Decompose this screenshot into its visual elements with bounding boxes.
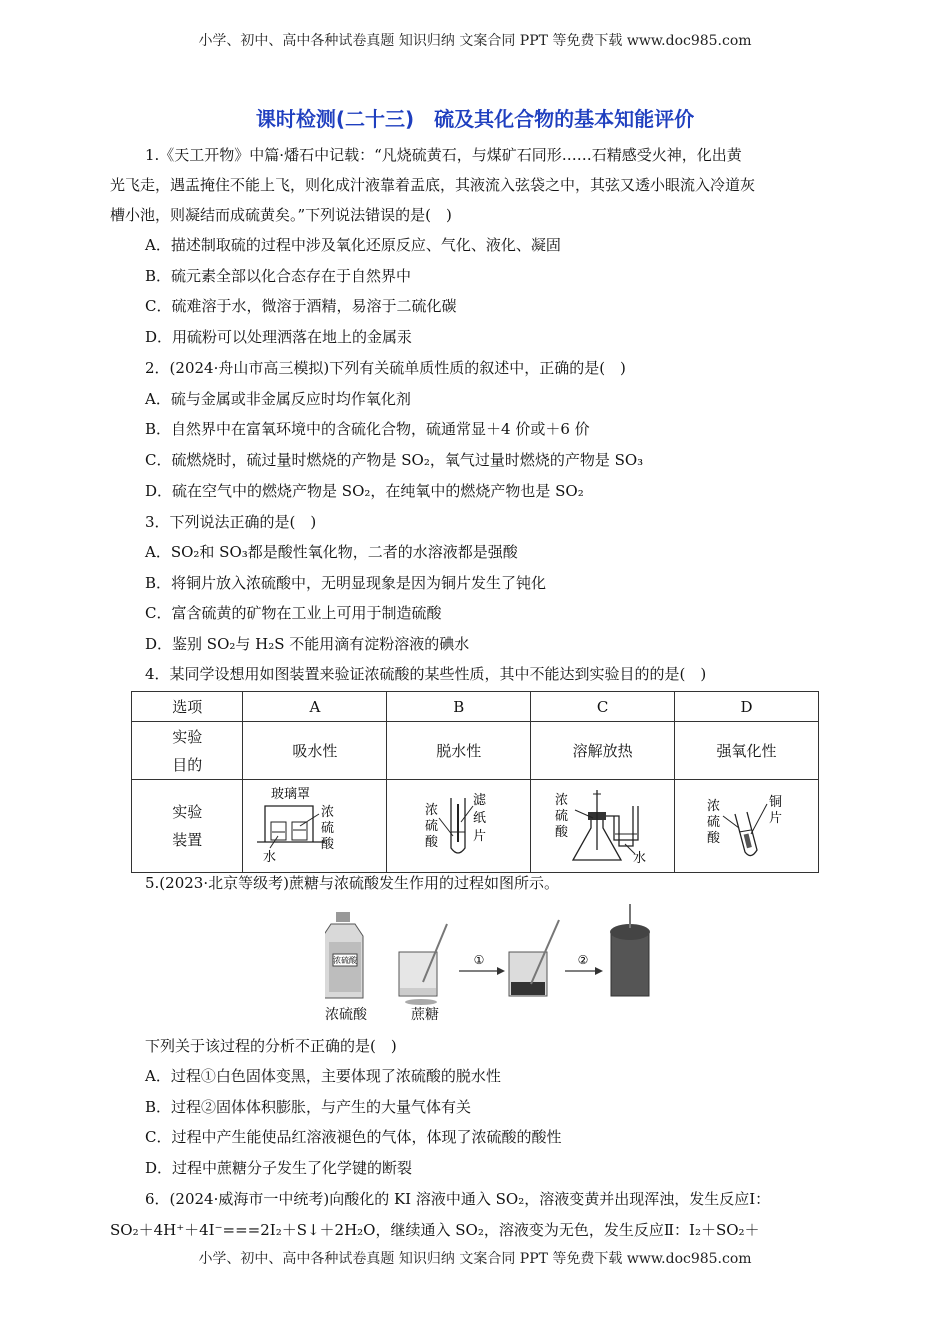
- device-cell-d: [675, 780, 819, 873]
- apparatus-b-diagram: [389, 780, 529, 868]
- apparatus-a-cover-label: 玻璃罩: [270, 787, 310, 802]
- apparatus-b-acid-label-2: 硫: [424, 819, 438, 834]
- apparatus-b-paper-label-3: 片: [472, 829, 486, 844]
- q6-line-1: 6．(2024·威海市一中统考)向酸化的 KI 溶液中通入 SO₂，溶液变黄并出现浑浊，发生反应Ⅰ：: [145, 1190, 771, 1208]
- row-label-line: 实验: [172, 803, 203, 821]
- apparatus-b-acid-label-3: 酸: [424, 835, 438, 850]
- table-row-device: [132, 780, 819, 873]
- q5-option-b: B．过程②固体体积膨胀，与产生的大量气体有关: [145, 1098, 472, 1116]
- q3-stem: 3．下列说法正确的是( ): [145, 513, 317, 531]
- table-row-purpose: [132, 722, 819, 780]
- caption-acid: 浓硫酸: [325, 1007, 367, 1023]
- page-title: 课时检测(二十三) 硫及其化合物的基本知能评价: [255, 107, 695, 131]
- apparatus-d-acid-label-2: 硫: [706, 815, 720, 830]
- apparatus-d-copper-label-1: 铜: [768, 795, 782, 810]
- q1-option-a: A．描述制取硫的过程中涉及氧化还原反应、气化、液化、凝固: [145, 236, 561, 254]
- step-1-label: ①: [473, 953, 485, 967]
- q5-stem: 5.(2023·北京等级考)蔗糖与浓硫酸发生作用的过程如图所示。: [145, 874, 559, 892]
- q5-option-a: A．过程①白色固体变黑，主要体现了浓硫酸的脱水性: [145, 1067, 501, 1085]
- table-header-row: [132, 692, 819, 722]
- apparatus-b-paper-label-1: 滤: [472, 793, 486, 808]
- q1-option-b: B．硫元素全部以化合态存在于自然界中: [145, 267, 412, 285]
- row-label-line: 装置: [172, 831, 203, 849]
- apparatus-a-diagram: [245, 780, 385, 868]
- table-header-cell: D: [675, 692, 819, 722]
- apparatus-a-acid-label-1: 浓: [320, 805, 334, 820]
- step-2-label: ②: [577, 953, 589, 967]
- apparatus-a-water-label: 水: [262, 850, 276, 865]
- caption-sugar: 蔗糖: [411, 1007, 439, 1023]
- row-label-purpose: [132, 722, 243, 780]
- table-header-cell: C: [531, 692, 675, 722]
- q1-line-1: 1.《天工开物》中篇·燔石中记载：“凡烧硫黄石，与煤矿石同形……石精感受火神，化出黄: [145, 146, 742, 164]
- apparatus-a-acid-label-3: 酸: [320, 837, 334, 852]
- table-header-cell: A: [243, 692, 387, 722]
- device-cell-b: [387, 780, 531, 873]
- apparatus-d-diagram: [677, 780, 817, 868]
- q1-line-2: 光飞走，遇盂掩住不能上飞，则化成汁液靠着盂底，其液流入弦袋之中，其弦又透小眼流入冷道灰: [110, 176, 756, 194]
- q4-stem: 4．某同学设想用如图装置来验证浓硫酸的某些性质，其中不能达到实验目的的是( ): [145, 665, 707, 683]
- purpose-cell-a: 吸水性: [243, 722, 387, 780]
- row-label-line: 实验: [172, 727, 203, 746]
- sucrose-experiment-figure: [325, 898, 665, 1020]
- apparatus-a-acid-label-2: 硫: [320, 821, 334, 836]
- purpose-cell-d: 强氧化性: [675, 722, 819, 780]
- q2-option-b: B．自然界中在富氧环境中的含硫化合物，硫通常显＋4 价或＋6 价: [145, 420, 590, 438]
- q5-option-d: D．过程中蔗糖分子发生了化学键的断裂: [145, 1159, 413, 1177]
- apparatus-c-water-label: 水: [632, 851, 646, 866]
- options-table: [131, 691, 819, 873]
- q6-line-2: SO₂＋4H⁺＋4I⁻===2I₂＋S↓＋2H₂O，继续通入 SO₂，溶液变为无色，发生反应Ⅱ：I₂＋SO₂＋: [110, 1221, 760, 1239]
- device-cell-c: [531, 780, 675, 873]
- purpose-cell-b: 脱水性: [387, 722, 531, 780]
- table-header-cell: 选项: [132, 692, 243, 722]
- apparatus-b-paper-label-2: 纸: [472, 811, 486, 826]
- q3-option-a: A．SO₂和 SO₃都是酸性氧化物，二者的水溶液都是强酸: [145, 543, 518, 561]
- apparatus-c-acid-label-3: 酸: [554, 825, 568, 840]
- q1-line-3: 槽小池，则凝结而成硫黄矣。”下列说法错误的是( ): [110, 206, 452, 224]
- apparatus-d-copper-label-2: 片: [768, 811, 782, 826]
- q2-stem: 2．(2024·舟山市高三模拟)下列有关硫单质性质的叙述中，正确的是( ): [145, 359, 626, 377]
- apparatus-c-diagram: [533, 780, 673, 868]
- row-label-line: 目的: [172, 755, 203, 774]
- apparatus-b-acid-label-1: 浓: [424, 803, 438, 818]
- row-label-device: [132, 780, 243, 873]
- q2-option-c: C．硫燃烧时，硫过量时燃烧的产物是 SO₂，氧气过量时燃烧的产物是 SO₃: [145, 451, 644, 469]
- q3-option-d: D．鉴别 SO₂与 H₂S 不能用滴有淀粉溶液的碘水: [145, 635, 470, 653]
- apparatus-d-acid-label-3: 酸: [706, 831, 720, 846]
- apparatus-d-acid-label-1: 浓: [706, 799, 720, 814]
- page-footer: 小学、初中、高中各种试卷真题 知识归纳 文案合同 PPT 等免费下载 www.doc985.com: [198, 1251, 752, 1267]
- q3-option-b: B．将铜片放入浓硫酸中，无明显现象是因为铜片发生了钝化: [145, 574, 547, 592]
- q1-option-c: C．硫难溶于水，微溶于酒精，易溶于二硫化碳: [145, 297, 457, 315]
- apparatus-c-acid-label-2: 硫: [554, 809, 568, 824]
- purpose-cell-c: 溶解放热: [531, 722, 675, 780]
- q2-option-a: A．硫与金属或非金属反应时均作氧化剂: [145, 390, 411, 408]
- q2-option-d: D．硫在空气中的燃烧产物是 SO₂，在纯氧中的燃烧产物也是 SO₂: [145, 482, 584, 500]
- q5-option-c: C．过程中产生能使品红溶液褪色的气体，体现了浓硫酸的酸性: [145, 1128, 562, 1146]
- device-cell-a: [243, 780, 387, 873]
- q1-option-d: D．用硫粉可以处理洒落在地上的金属汞: [145, 328, 413, 346]
- table-header-cell: B: [387, 692, 531, 722]
- q3-option-c: C．富含硫黄的矿物在工业上可用于制造硫酸: [145, 604, 442, 622]
- bottle-label: 浓硫酸: [333, 956, 357, 965]
- page-header: 小学、初中、高中各种试卷真题 知识归纳 文案合同 PPT 等免费下载 www.doc985.com: [198, 33, 752, 49]
- apparatus-c-acid-label-1: 浓: [554, 793, 568, 808]
- q5-question: 下列关于该过程的分析不正确的是( ): [145, 1037, 397, 1055]
